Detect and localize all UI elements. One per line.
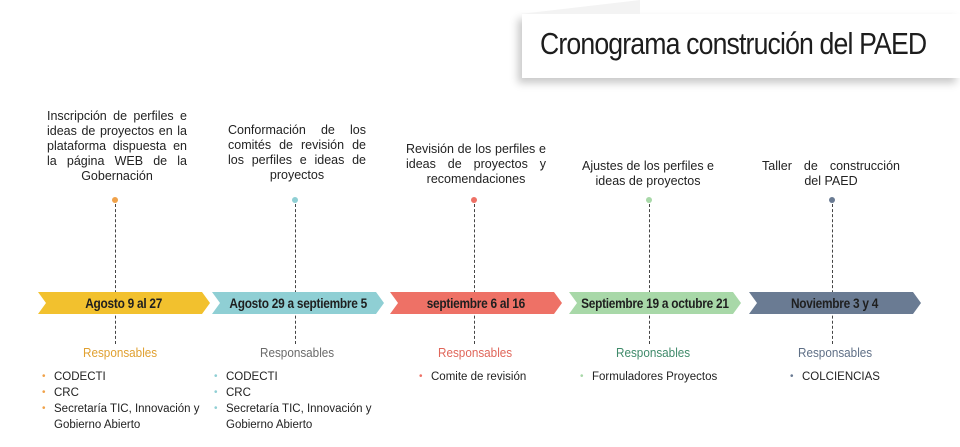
stage-1-description: Inscripción de perfiles e ideas de proyectos en la plataforma dispuesta en la página WEB de la Gobernación: [47, 109, 187, 183]
stage-5-dot: [829, 197, 835, 203]
stage-3-connector: [474, 204, 475, 344]
stage-2-connector: [295, 204, 296, 344]
list-item: • CRC: [214, 385, 384, 401]
stage-4-responsables-list: [580, 369, 740, 385]
stage-4-date: [569, 292, 741, 314]
list-item: • Comite de revisión: [419, 369, 569, 385]
list-item: • CRC: [42, 385, 212, 401]
stage-3-description: Revisión de los perfiles e ideas de proyectos y recomendaciones: [406, 142, 546, 186]
list-item: • Secretaría TIC, Innovación y Gobierno Abierto: [214, 401, 384, 433]
stage-4-date-text: Septiembre 19 a octubre 21: [581, 295, 729, 311]
stage-5-responsables-label: Responsables: [798, 345, 873, 360]
stage-3-date-text: septiembre 6 al 16: [426, 295, 526, 311]
stage-1-date-text: Agosto 9 al 27: [85, 295, 163, 311]
stage-2-date: [212, 292, 384, 314]
list-item: • COLCIENCIAS: [790, 369, 920, 385]
stage-2-responsables-list: [214, 369, 384, 433]
stage-5-date-text: Noviembre 3 y 4: [791, 295, 879, 311]
page-title: Cronograma construción del PAED: [540, 26, 927, 61]
stage-4-description: Ajustes de los perfiles e ideas de proyectos: [581, 159, 714, 188]
stage-5-responsables-list: [790, 369, 920, 385]
stage-4-connector: [649, 204, 650, 344]
stage-1-date: [38, 292, 210, 314]
stage-3-responsables-label: Responsables: [438, 345, 513, 360]
stage-3-date: [390, 292, 562, 314]
list-item: • CODECTI: [214, 369, 384, 385]
list-item: • Secretaría TIC, Innovación y Gobierno Abierto: [42, 401, 212, 433]
stage-1-responsables-label: Responsables: [83, 345, 158, 360]
list-item: • CODECTI: [42, 369, 212, 385]
stage-4-responsables-label: Responsables: [616, 345, 691, 360]
stage-5-description: Taller de construcción del PAED: [762, 159, 900, 188]
stage-1-responsables-list: [42, 369, 212, 433]
stage-2-description: Conformación de los comités de revisión de los perfiles e ideas de proyectos: [228, 123, 366, 182]
stage-1-connector: [115, 204, 116, 344]
stage-2-date-text: Agosto 29 a septiembre 5: [229, 295, 367, 311]
stage-1-dot: [112, 197, 118, 203]
stage-4-dot: [646, 197, 652, 203]
stage-5-date: [749, 292, 921, 314]
list-item: • Formuladores Proyectos: [580, 369, 740, 385]
stage-3-responsables-list: [419, 369, 569, 385]
stage-3-dot: [471, 197, 477, 203]
stage-2-dot: [292, 197, 298, 203]
stage-5-connector: [832, 204, 833, 344]
stage-2-responsables-label: Responsables: [260, 345, 335, 360]
